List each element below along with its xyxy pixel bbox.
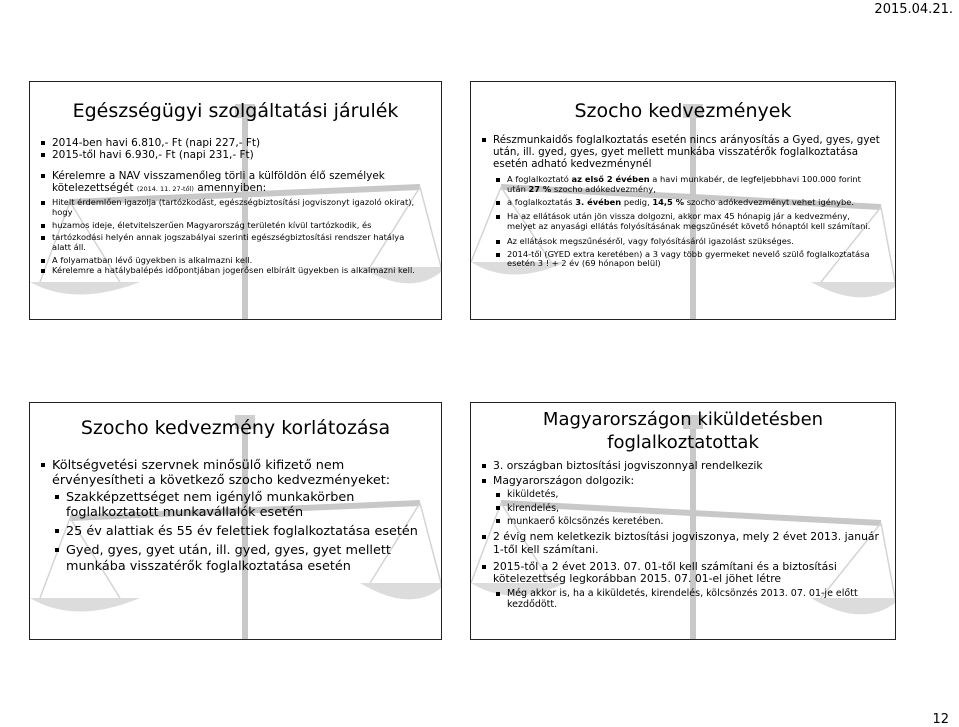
- list-item-emphasis: 14,5 %: [652, 196, 685, 207]
- list-item: kirendelés,: [495, 503, 883, 514]
- list-item-text: szocho adókedvezmény,: [553, 183, 656, 194]
- slide-1-title: Egészségügyi szolgáltatási járulék: [72, 100, 399, 122]
- list-item: Költségvetési szervnek minősülő kifizető nem érvényesítheti a következő szocho kedvezményeket:: [40, 458, 427, 488]
- list-item: 2014-től (GYED extra keretében) a 3 vagy több gyermeket nevelő szülő foglalkoztatása esetén 3 ! + 2 év (69 hónapon belül): [495, 250, 881, 270]
- list-item: Kérelemre a hatálybalépés időpontjában jogerősen elbírált ügyekben is alkalmazni kell.: [40, 266, 423, 276]
- slide-1-subbullets: [40, 198, 423, 275]
- slide-2-subbullets: [495, 175, 881, 269]
- list-item: Ha az ellátások után jön vissza dolgozni, akkor max 45 hónapig jár a kedvezmény, melyet az anyasági ellátás folyósításának megszűnését követő hónaptól kell számítani.: [495, 212, 881, 232]
- slide-4-bullets: [481, 460, 883, 610]
- list-item: Az ellátások megszűnéséről, vagy folyósításáról igazolást szükséges.: [495, 237, 881, 247]
- slide-3-bullets: [40, 458, 427, 574]
- slide-1: [29, 81, 442, 320]
- list-item: A folyamatban lévő ügyekben is alkalmazni kell.: [40, 256, 423, 266]
- list-item-text: szocho adókedvezményt vehet igénybe.: [686, 196, 855, 207]
- list-item: huzamos ideje, életvitelszerűen Magyarország területén kívül tartózkodik, és: [40, 221, 423, 231]
- list-item: Hitelt érdemlően igazolja (tartózkodást, egészségbiztosítási jogviszonyt igazoló okirat), hogy: [40, 198, 423, 218]
- slide-4-title: Magyarországon kiküldetésben foglalkoztatottak: [542, 409, 824, 453]
- list-item: Szakképzettséget nem igénylő munkakörben foglalkoztatott munkavállalók esetén: [54, 490, 427, 520]
- list-item-text: A foglalkoztató: [507, 174, 569, 184]
- page-number: 12: [932, 712, 949, 727]
- list-item: 2 évig nem keletkezik biztosítási jogviszonya, mely 2 évet 2013. január 1-től kell számítani.: [481, 531, 883, 556]
- slide-4: [470, 402, 896, 640]
- list-item: 25 év alattiak és 55 év felettiek foglalkoztatása esetén: [54, 524, 427, 539]
- list-item: Még akkor is, ha a kiküldetés, kirendelés, kölcsönzés 2013. 07. 01-je előtt kezdődött.: [495, 588, 883, 610]
- list-item: Gyed, gyes, gyet után, ill. gyed, gyes, gyet mellett munkába visszatérők foglalkoztatása esetén: [54, 543, 427, 573]
- list-item-emphasis: 3. évében: [575, 196, 622, 207]
- slide-3-title: Szocho kedvezmény korlátozása: [80, 417, 391, 439]
- list-item: [495, 175, 881, 195]
- slide-3: [29, 402, 442, 640]
- slide-2-bullets: [481, 134, 883, 170]
- list-item-emphasis: 27 %: [528, 183, 552, 194]
- list-item: 3. országban biztosítási jogviszonnyal rendelkezik: [481, 460, 883, 473]
- list-item-text: a havi munkabér, de legfeljebbhavi 100.000 forint után: [507, 174, 861, 194]
- slide-1-bullets: [40, 137, 431, 195]
- list-item: munkaerő kölcsönzés keretében.: [495, 516, 883, 527]
- slide-2-title: Szocho kedvezmények: [574, 100, 792, 122]
- list-item: 2015-től a 2 évet 2013. 07. 01-től kell számítani és a biztosítási kötelezettség legkorábban 2015. 07. 01-el jöhet létre: [481, 561, 883, 586]
- list-item: 2014-ben havi 6.810,- Ft (napi 227,- Ft): [40, 137, 431, 149]
- list-item-emphasis: az első 2 évében: [571, 174, 650, 184]
- list-item: Részmunkaidős foglalkoztatás esetén nincs arányosítás a Gyed, gyes, gyet után, ill. gyed, gyes, gyet mellett munkába visszatérők foglalkoztatása esetén adható kedvezménynél: [481, 134, 883, 170]
- list-item-text: Kérelemre a NAV visszamenőleg törli a külföldön élő személyek kötelezettségét: [52, 169, 385, 195]
- list-item: kiküldetés,: [495, 489, 883, 500]
- list-item: [40, 170, 431, 195]
- list-item-date: (2014. 11. 27-től): [136, 185, 194, 194]
- list-item: tartózkodási helyén annak jogszabályai szerinti egészségbiztosítási rendszer hatálya alatt áll.: [40, 233, 423, 253]
- list-item-text: amennyiben:: [197, 182, 267, 195]
- list-item: 2015-től havi 6.930,- Ft (napi 231,- Ft): [40, 149, 431, 161]
- list-item: [495, 198, 881, 208]
- slide-2: [470, 81, 896, 320]
- list-item-text: pedig,: [623, 196, 650, 207]
- list-item: Magyarországon dolgozik:: [481, 475, 883, 488]
- list-item-text: a foglalkoztatás: [507, 196, 573, 207]
- document-date: 2015.04.21.: [874, 2, 953, 17]
